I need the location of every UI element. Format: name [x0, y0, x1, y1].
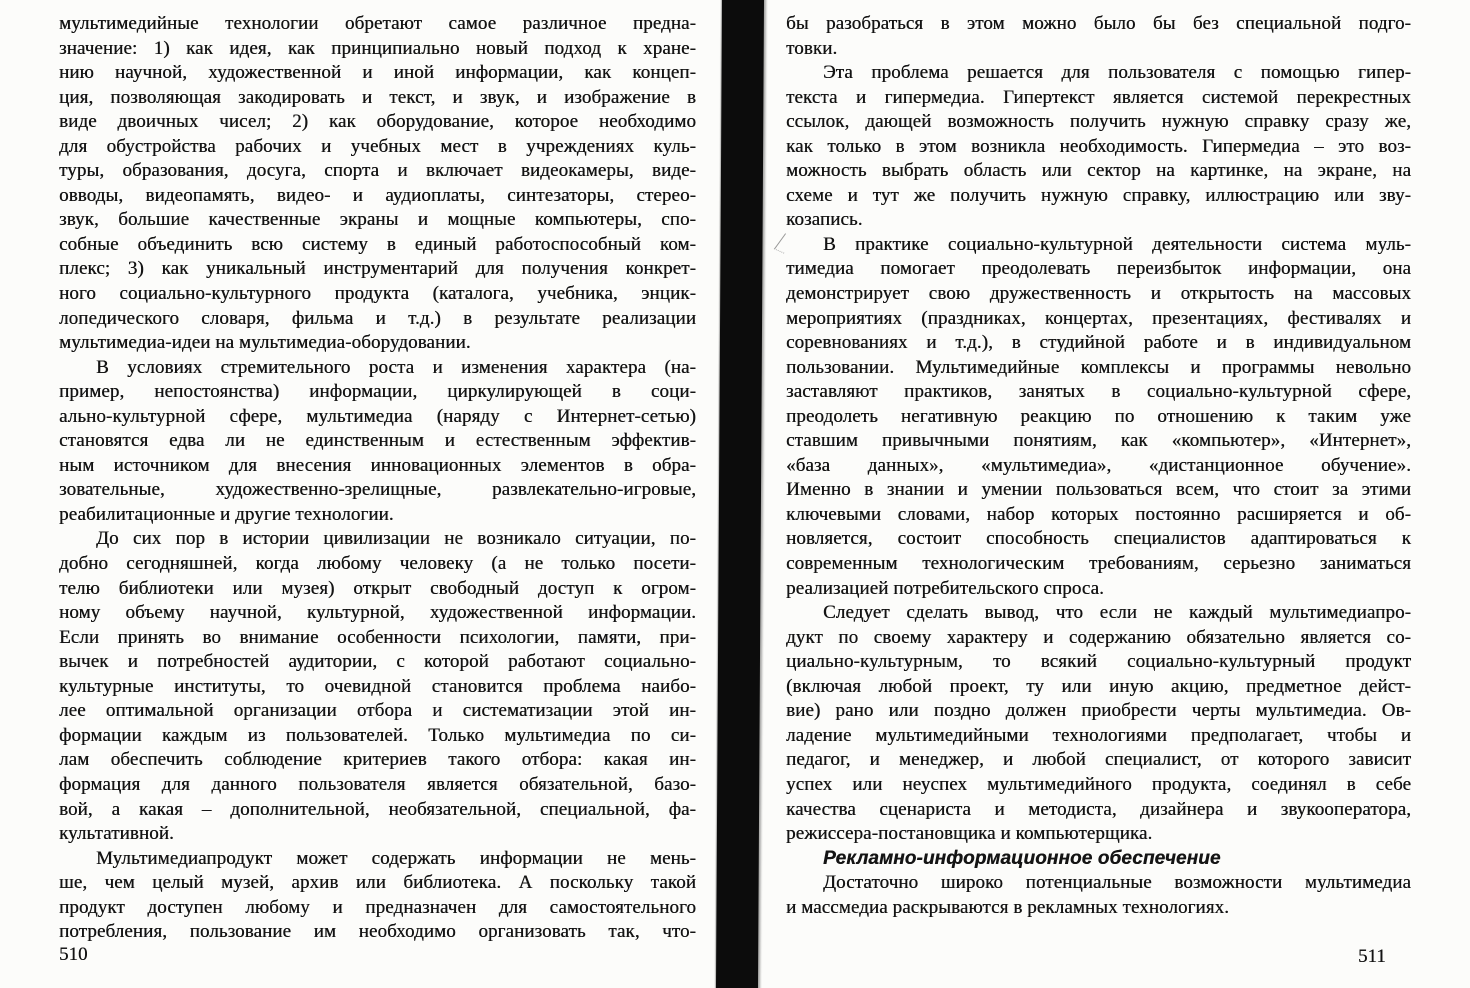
text-line: лее оптимальной организации отбора и систематизации этой ин-	[59, 700, 696, 722]
text-line: продукт доступен любому и предназначен для самостоятельного	[59, 896, 696, 918]
text-line: ставшим привычными понятиям, как «компьютер», «Интернет»,	[786, 430, 1411, 452]
text-line: схеме и тут же получить нужную справку, иллюстрацию или зву-	[786, 184, 1411, 206]
text-line: значение: 1) как идея, как принципиально новый подход к хране-	[59, 37, 696, 59]
text-line: преодолеть негативную реакцию по отношению к таким уже	[786, 405, 1411, 427]
text-line: телю библиотеки или музея) открыт свободный доступ к огром-	[59, 577, 696, 599]
text-line: Мультимедиапродукт может содержать информации не мень-	[96, 847, 696, 869]
text-line: «база данных», «мультимедиа», «дистанционное обучение».	[786, 454, 1411, 476]
text-line: заставляют практиков, занятых в социально-культурной сфере,	[786, 381, 1411, 403]
text-line: звук, большие качественные экраны и мощные компьютеры, спо-	[59, 209, 696, 231]
text-line: вычек и потребностей аудитории, с которой работают социально-	[59, 651, 696, 673]
text-line: лам обеспечить соблюдение критериев такого отбора: какая ин-	[59, 749, 696, 771]
text-line: пример, непостоянства) информации, циркулирующей в соци-	[59, 381, 696, 403]
page-number-right: 511	[1358, 946, 1386, 967]
text-line: культурные институты, то очевидной становится проблема наибо-	[59, 675, 696, 697]
page-left-text	[59, 12, 696, 945]
section-heading: Рекламно-информационное обеспечение	[823, 847, 1221, 869]
text-line: циально-культурным, то всякий социально-культурный продукт	[786, 651, 1411, 673]
text-line: пользовании. Мультимедийные комплексы и программы невольно	[786, 356, 1411, 378]
text-line: современным технологическим требованиям, серьезно заниматься	[786, 553, 1411, 575]
text-line: потребления, пользование им необходимо организовать так, что-	[59, 921, 696, 943]
text-line: и массмедиа раскрываются в рекламных технологиях.	[786, 896, 1229, 918]
text-line: ше, чем целый музей, архив или библиотека. А поскольку такой	[59, 872, 696, 894]
text-line: Если принять во внимание особенности психологии, памяти, при-	[59, 626, 696, 648]
text-line: можность выбрать область или сектор на картинке, на экране, на	[786, 160, 1411, 182]
text-line: успех или неуспех мультимедийного продукта, соединял в себе	[786, 773, 1411, 795]
text-line: плекс; 3) как уникальный инструментарий для получения конкрет-	[59, 258, 696, 280]
text-line: качества сценариста и методиста, дизайнера и звукооператора,	[786, 798, 1411, 820]
text-line: (включая любой проект, ту или иную акцию, предметное дейст-	[786, 675, 1411, 697]
text-line: демонстрирует свою дружественность и открытость на массовых	[786, 283, 1411, 305]
text-line: ально-культурной сфере, мультимедиа (наряду с Интернет-сетью)	[59, 405, 696, 427]
text-line: ссылок, дающей возможность получить нужную справку сразу же,	[786, 111, 1411, 133]
text-line: режиссера-постановщика и компьютерщика.	[786, 823, 1153, 845]
text-line: вой, а какая – дополнительной, необязательной, специальной, фа-	[59, 798, 696, 820]
binding-strip	[716, 0, 764, 988]
text-line: Именно в знании и умении пользоваться всем, что стоит за этими	[786, 479, 1411, 501]
text-line: педагог, и менеджер, и любой специалист, от которого зависит	[786, 749, 1411, 771]
text-line: формация для данного пользователя является обязательной, базо-	[59, 773, 696, 795]
text-line: культативной.	[59, 823, 174, 845]
text-line: лопедического словаря, фильма и т.д.) в результате реализации	[59, 307, 696, 329]
text-line: соревнованиях и т.д.), в студийной работе и в индивидуальном	[786, 332, 1411, 354]
text-line: В практике социально-культурной деятельности система муль-	[823, 233, 1411, 255]
page-right-text	[786, 12, 1411, 920]
text-line: мультимедийные технологии обретают самое различное предна-	[59, 13, 696, 34]
text-line: ным источником для внесения инновационных элементов в обра-	[59, 454, 696, 476]
text-line: дукт по своему характеру и содержанию обязательно является со-	[786, 626, 1411, 648]
text-line: как только в этом возникла необходимость. Гипермедиа – это воз-	[786, 135, 1411, 157]
text-line: зовательные, художественно-зрелищные, развлекательно-игровые,	[59, 479, 696, 501]
text-line: туры, образования, досуга, спорта и включает видеокамеры, виде-	[59, 160, 696, 182]
text-line: формации каждым из пользователей. Только мультимедиа по си-	[59, 724, 696, 746]
text-line: ция, позволяющая закодировать и текст, и звук, и изображение в	[59, 86, 696, 108]
text-line: ному объему научной, культурной, художественной информации.	[59, 602, 696, 624]
text-line: В условиях стремительного роста и изменения характера (на-	[96, 356, 696, 378]
text-line: для обустройства рабочих и учебных мест в учреждениях куль-	[59, 135, 696, 157]
text-line: становятся едва ли не единственным и естественным эффектив-	[59, 430, 696, 452]
text-line: добно сегодняшней, когда любому человеку (а не только посети-	[59, 553, 696, 575]
text-line: тимедиа помогает преодолевать переизбыток информации, она	[786, 258, 1411, 280]
text-line: реализацией потребительского спроса.	[786, 577, 1104, 599]
text-line: Достаточно широко потенциальные возможности мультимедиа	[823, 872, 1411, 894]
text-line: реабилитационные и другие технологии.	[59, 503, 394, 525]
text-line: Эта проблема решается для пользователя с помощью гипер-	[823, 62, 1411, 84]
text-line: нию научной, художественной и иной информации, как концеп-	[59, 62, 696, 84]
text-line: новляется, состоит способность специалистов адаптироваться к	[786, 528, 1411, 550]
text-line: мероприятиях (праздниках, концертах, презентациях, фестивалях и	[786, 307, 1411, 329]
text-line: ного социально-культурного продукта (каталога, учебника, энцик-	[59, 283, 696, 305]
text-line: товки.	[786, 37, 838, 59]
text-line: бы разобраться в этом можно было бы без специальной подго-	[786, 13, 1411, 34]
text-line: мультимедиа-идеи на мультимедиа-оборудовании.	[59, 332, 471, 354]
text-line: ладение мультимедийными технологиями предполагает, чтобы и	[786, 724, 1411, 746]
text-line: овводы, видеопамять, видео- и аудиоплаты, синтезаторы, стерео-	[59, 184, 696, 206]
text-line: текста и гипермедиа. Гипертекст является системой перекрестных	[786, 86, 1411, 108]
page-number-left: 510	[59, 944, 88, 965]
text-line: козапись.	[786, 209, 863, 231]
text-line: До сих пор в истории цивилизации не возникало ситуации, по-	[96, 528, 696, 550]
text-line: ключевыми словами, набор которых постоянно расширяется и об-	[786, 503, 1411, 525]
text-line: виде двоичных чисел; 2) как оборудование, которое необходимо	[59, 111, 696, 133]
text-line: собные объединить всю систему в единый работоспособный ком-	[59, 233, 696, 255]
text-line: вие) рано или поздно должен приобрести черты мультимедиа. Ов-	[786, 700, 1411, 722]
text-line: Следует сделать вывод, что если не каждый мультимедиапро-	[823, 602, 1411, 624]
